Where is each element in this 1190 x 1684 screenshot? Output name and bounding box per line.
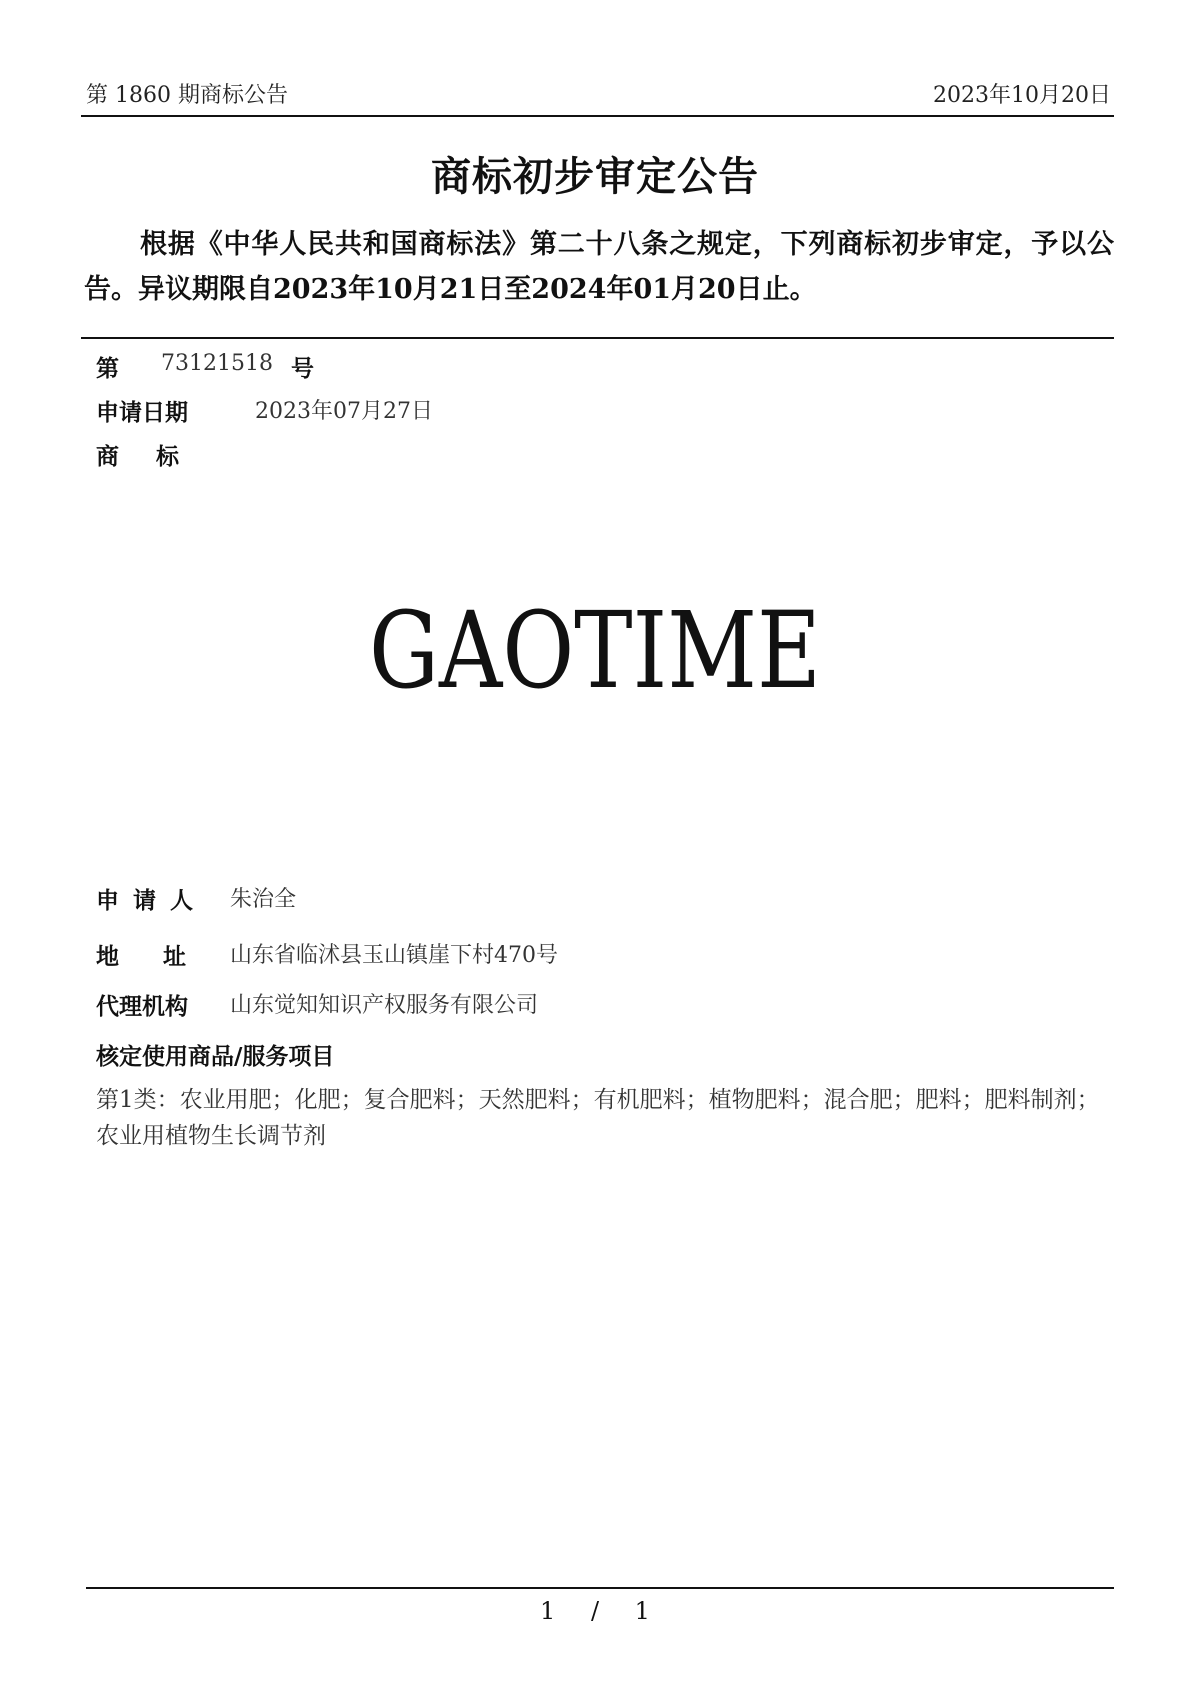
applicant-value: 朱治全 <box>230 887 297 912</box>
header-rule <box>81 115 1114 117</box>
trademark-wordmark <box>365 589 825 712</box>
goods-services-label: 核定使用商品/服务项目 <box>96 1044 335 1070</box>
agent-label: 代理机构 <box>96 994 188 1020</box>
footer-rule <box>86 1587 1114 1589</box>
trademark-label: 商标 <box>96 444 216 470</box>
registration-label-prefix: 第 <box>96 356 119 382</box>
page-title: 商标初步审定公告 <box>431 153 759 200</box>
application-date-value: 2023年07月27日 <box>255 399 433 424</box>
application-date-label: 申请日期 <box>96 400 188 426</box>
publication-date: 2023年10月20日 <box>933 83 1111 108</box>
goods-services-value: 第1类：农业用肥；化肥；复合肥料；天然肥料；有机肥料；植物肥料；混合肥；肥料；肥料制剂；农业用植物生长调节剂 <box>96 1087 1100 1149</box>
section-rule <box>81 337 1114 339</box>
address-label: 地址 <box>96 944 230 970</box>
registration-number: 73121518 <box>161 351 273 376</box>
page-number: 1 / 1 <box>540 1597 650 1625</box>
trademark-text: GAOTIME <box>369 589 821 712</box>
intro-paragraph: 根据《中华人民共和国商标法》第二十八条之规定，下列商标初步审定，予以公告。异议期限自2023年10月21日至2024年01月20日止。 <box>84 229 1114 305</box>
trademark-image <box>0 589 1190 712</box>
issue-number: 第 1860 期商标公告 <box>86 83 288 108</box>
agent-value: 山东觉知知识产权服务有限公司 <box>230 993 539 1018</box>
registration-label-suffix: 号 <box>291 356 314 382</box>
address-value: 山东省临沭县玉山镇崖下村470号 <box>230 943 558 968</box>
applicant-label: 申请人 <box>96 888 207 914</box>
